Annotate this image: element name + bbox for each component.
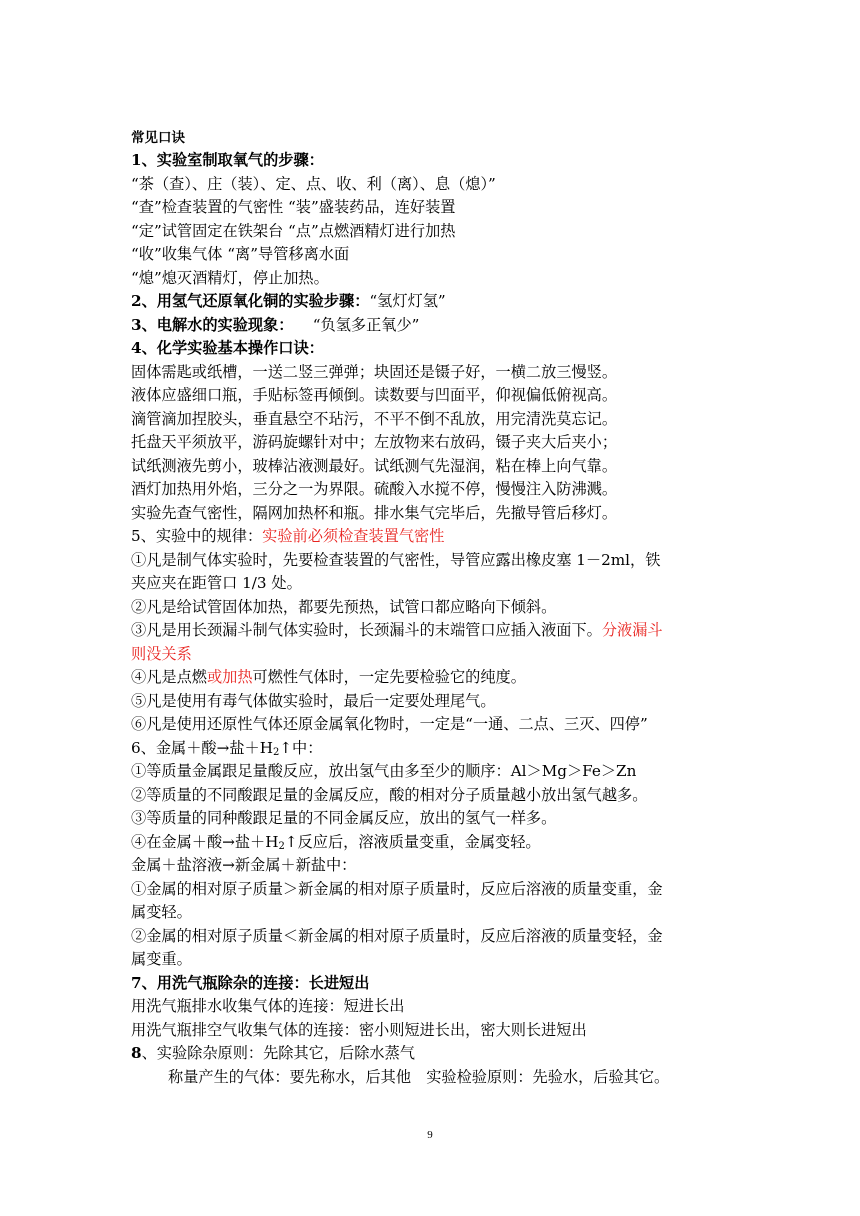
section-6-line: 属变重。: [131, 950, 192, 968]
section-1-heading: 1、实验室制取氧气的步骤：: [131, 151, 324, 169]
rule-1-line: 夹应夹在距管口 1/3 处。: [131, 574, 302, 592]
section-1-line: “熄”熄灭酒精灯，停止加热。: [131, 268, 329, 287]
section-5-heading-line: [131, 525, 731, 549]
section-8-line: 称量产生的气体：要先称水，后其他 实验检验原则：先验水，后验其它。: [168, 1067, 670, 1086]
section-4-line: 滴管滴加捏胶头，垂直悬空不玷污，不平不倒不乱放，用完清洗莫忘记。: [131, 409, 617, 428]
section-4-line: 酒灯加热用外焰，三分之一为界限。硫酸入水搅不停，慢慢注入防沸溅。: [131, 480, 617, 498]
section-6-heading-end: ↑中：: [279, 738, 323, 757]
section-6-heading: [131, 737, 731, 761]
section-6-line: ①金属的相对原子质量＞新金属的相对原子质量时，反应后溶液的质量变重，金: [131, 879, 663, 898]
subscript: 2: [272, 746, 280, 758]
subscript: 2: [278, 840, 285, 852]
section-2-heading: 2、用氢气还原氧化铜的实验步骤：: [131, 292, 370, 310]
section-1-line: “定”试管固定在铁架台 “点”点燃酒精灯进行加热: [131, 221, 456, 240]
section-6-line: 金属＋盐溶液→新金属＋新盐中：: [131, 856, 357, 874]
section-1-line: “收”收集气体 “离”导管移离水面: [131, 245, 350, 263]
section-3-heading: 3、电解水的实验现象：: [131, 315, 294, 334]
section-6-line-text: ④在金属＋酸→盐＋H: [131, 832, 279, 851]
page-content: [131, 127, 731, 1089]
section-6-line: ①等质量金属跟足量酸反应，放出氢气由多至少的顺序：Al＞Mg＞Fe＞Zn: [131, 762, 637, 780]
rule-6-line: ⑥凡是使用还原性气体还原金属氧化物时，一定是“一通、二点、三灭、四停”: [131, 715, 648, 733]
section-8-heading: [131, 1042, 731, 1066]
section-2: [131, 290, 731, 314]
section-6-line: 属变轻。: [131, 903, 192, 921]
section-3: [131, 314, 731, 338]
section-4-line: 实验先查气密性，隔网加热杯和瓶。排水集气完毕后，先撤导管后移灯。: [131, 503, 617, 522]
section-4-line: 试纸测液先剪小，玻棒沾液测最好。试纸测气先湿润，粘在棒上向气靠。: [131, 456, 617, 475]
section-6-line: ③等质量的同种酸跟足量的不同金属反应，放出的氢气一样多。: [131, 809, 557, 827]
rule-5-line: ⑤凡是使用有毒气体做实验时，最后一定要处理尾气。: [131, 691, 496, 710]
rule-3-highlight-continued: 则没关系: [131, 644, 192, 663]
section-6-line: ②等质量的不同酸跟足量的金属反应，酸的相对分子质量越小放出氢气越多。: [131, 785, 648, 804]
rule-3-highlight: 分液漏斗: [601, 621, 663, 639]
rule-2-line: ②凡是给试管固体加热，都要先预热，试管口都应略向下倾斜。: [131, 597, 557, 616]
section-8-number: 8: [131, 1044, 142, 1062]
section-2-value: “氢灯灯氢”: [369, 292, 446, 310]
section-6-line: ②金属的相对原子质量＜新金属的相对原子质量时，反应后溶液的质量变轻，金: [131, 926, 663, 945]
document-title: 常见口诀: [131, 130, 185, 146]
section-4-heading: 4、化学实验基本操作口诀：: [131, 339, 324, 357]
section-1-line: “茶（查）、庄（装）、定、点、收、利（离）、息（熄）”: [131, 174, 496, 193]
section-4-line: 固体需匙或纸槽，一送二竖三弹弹；块固还是镊子好，一横二放三慢竖。: [131, 362, 617, 381]
rule-3-text: ③凡是用长颈漏斗制气体实验时，长颈漏斗的末端管口应插入液面下。: [131, 621, 602, 639]
section-3-value: “负氢多正氧少”: [312, 315, 420, 334]
section-1-line: “查”检查装置的气密性 “装”盛装药品，连好装置: [131, 198, 456, 216]
section-5-heading-highlight: 实验前必须检查装置气密性: [262, 527, 445, 545]
rule-4-text: ④凡是点燃: [131, 668, 207, 686]
rule-1-line: ①凡是制气体实验时，先要检查装置的气密性，导管应露出橡皮塞 1－2ml，铁: [131, 550, 661, 569]
section-4-line: 托盘天平须放平，游码旋螺针对中；左放物来右放码，镊子夹大后夹小；: [131, 433, 617, 451]
rule-4-line: [131, 666, 731, 690]
section-8-heading-text: 、实验除杂原则：先除其它，后除水蒸气: [141, 1044, 415, 1062]
section-7-heading: 7、用洗气瓶除杂的连接：长进短出: [131, 973, 370, 992]
page-number: 9: [427, 1129, 433, 1141]
rule-4-text-end: 可燃性气体时，一定先要检验它的纯度。: [252, 668, 526, 686]
section-5-heading: 5、实验中的规律：: [131, 527, 263, 545]
section-6-line-end: ↑反应后，溶液质量变重，金属变轻。: [284, 832, 541, 851]
rule-3-line: [131, 619, 731, 643]
section-7-line: 用洗气瓶排水收集气体的连接：短进长出: [131, 997, 405, 1015]
section-7-line: 用洗气瓶排空气收集气体的连接：密小则短进长出，密大则长进短出: [131, 1020, 587, 1039]
section-4-line: 液体应盛细口瓶，手贴标签再倾倒。读数要与凹面平，仰视偏低俯视高。: [131, 386, 617, 404]
section-6-heading-text: 6、金属＋酸→盐＋H: [131, 738, 273, 757]
section-6-line: [131, 831, 731, 855]
rule-4-highlight: 或加热: [206, 668, 253, 686]
